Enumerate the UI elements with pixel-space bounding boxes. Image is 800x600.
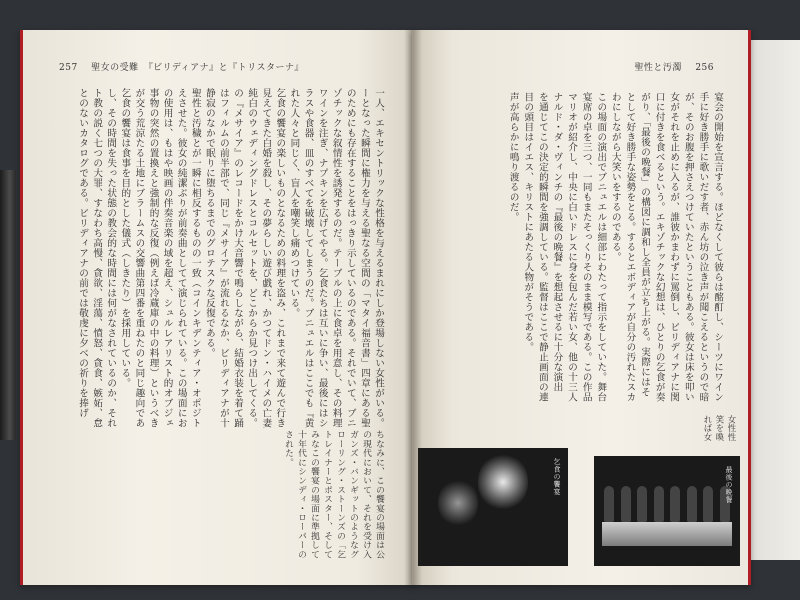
figure <box>637 486 647 522</box>
text-line: ナルド・ダ・ヴィンチの『最後の晩餐』を想起させるに十分な演出 <box>551 92 563 392</box>
supper-table <box>602 522 732 546</box>
photo-caption: 最後の晩餐 <box>725 466 733 504</box>
text-line: の現代において、それを受け入 <box>361 430 371 559</box>
text-line: トレイナーとポスター、そして <box>322 430 332 559</box>
text-line: の使用は、もはや映画の伴奏音楽の域を超え、シュルレアリスト的オブジェ <box>161 88 173 428</box>
figure <box>703 486 713 522</box>
text-line: された。 <box>283 430 293 467</box>
text-line: が交う荒涼たる土地にブラームスの交響曲第四番を重ねたのと同じ趣向であ <box>133 88 145 428</box>
text-line: 静寂のなかで眠りに堕ちるまでのグロテスクな反復である。 <box>203 88 215 358</box>
figure <box>621 486 631 522</box>
text-line: として好き勝手な姿勢をとる。するとエボディアが自分の汚れたスカ <box>624 92 636 402</box>
figure <box>654 486 664 522</box>
text-line: れた人々と同じく、盲人を嘲笑し痛めつけている。 <box>288 88 300 318</box>
text-line: ちなみに、この饗宴の場面は公 <box>374 430 384 559</box>
left-body-text <box>75 88 385 428</box>
text-line: 口に付きを食べるという。エキゾチックな幻想は、ひとりの乞食が奏 <box>653 92 665 402</box>
left-lower-text <box>103 430 385 560</box>
figure <box>687 486 697 522</box>
right-body-text <box>434 92 724 402</box>
text-line: 純白のウェディングドレスとコルセットを、どこからか見つけ出してくる。 <box>246 88 258 428</box>
text-line: 見えてきた白婚を殺し、その夢らしい遊び戯れ、かつてドン・ハイメの亡妻 <box>260 88 272 428</box>
text-line: 事物の突然の置換えと強制的な反復（例えば冷蔵庫の中の料理）というべき <box>147 88 159 428</box>
text-line: がり、「最後の晩餐」の構図に調和し全員が立ち上がる。実際にはそ <box>639 92 651 398</box>
text-line: 手に好き勝手に歌いだす者、赤ん坊の泣き声が聞こえるというので暗 <box>697 92 709 402</box>
text-line: 乞食の饗宴は食事を目的とした儀式（しきたり）を採用している。 <box>119 88 131 388</box>
text-line: この場面の演出でブニュエルは細部にわたって指示をしていた。舞台 <box>595 92 607 402</box>
text-line: 女性性 <box>727 415 737 442</box>
right-page-number: 256 <box>695 63 714 73</box>
text-line: 乞食の饗宴の楽しいものとなるための料理を盗み、これまで来て遊んで行き <box>274 88 286 428</box>
text-line: が、そのお腹を押さえつけていたということもある。彼女は床を叩い <box>682 92 694 402</box>
text-line: ガンズ・バンギットのようなグ <box>348 430 358 559</box>
text-line: はフィルムの前半部で、同じ『メサイア』が流れるなか、ビリディアナが十 <box>217 88 229 428</box>
film-still-beggars-banquet <box>418 448 568 566</box>
photo-caption: 乞食の饗宴 <box>553 458 561 496</box>
text-line: ト教の説く七つの大罪、すなわち高慢、貪欲、淫蕩、憤怒、貪食、嫉妬、怠 <box>91 88 103 428</box>
film-still-last-supper <box>594 456 740 566</box>
text-line: れば女 <box>703 415 713 442</box>
figures-row <box>604 486 730 526</box>
text-line: ゾチックな叙情性を誘発するのだ。テーブルの上に食卓を用意し、その料理 <box>330 88 342 428</box>
text-line: 聖性と汚穢とが一瞬に相反するものの一致（コインキデンティア・オポジト <box>189 88 201 428</box>
text-line: ーとなった瞬間に権力を与える聖なる空間の「マタイ福音書」四章にある聖 <box>358 88 370 428</box>
text-line: し、その時間を失った状態の教会的な時間には何がなされているのか、それ <box>105 88 117 428</box>
text-line: 宴席の卓を三つ、一同もまたそっくりそのまま模写である。この作品 <box>580 92 592 402</box>
text-line: ワインを注ぎ、ナプキンを広げてやる。乞食たちは互いに争い、最後にはシ <box>316 88 328 428</box>
left-page <box>20 30 415 585</box>
text-line: 声が高らかに鳴り渡るのだ。 <box>507 92 519 222</box>
text-line: のためにも存在することをはっきり示しているのである。それでいて、ブニ <box>344 88 356 428</box>
right-page <box>412 30 751 585</box>
text-line: 笑を喚 <box>715 415 725 442</box>
text-line: 目の頭目はイエス、キリストにあたる人物がそうである。 <box>522 92 534 352</box>
right-running-head <box>634 60 714 73</box>
text-line: みなこの饗宴の場面に準拠して <box>309 430 319 559</box>
text-line: えさせた。彼女の純潔ぶりが前奏曲としてて演じられている。この場面にお <box>175 88 187 428</box>
text-line: ラスや食器、皿のすべてを破壊してしまうのだ。ブニュエルはここでも『黄 <box>302 88 314 428</box>
text-line: わにしながら大笑いをするのである。 <box>609 92 621 262</box>
left-running-head <box>59 60 304 73</box>
text-line: 十年代にシンディ・ローパーの <box>296 430 306 559</box>
open-book <box>20 22 760 597</box>
text-line: とのないカタログである。ビリディアナの前では敬虔に夕べの祈りを捧げ <box>77 88 89 418</box>
figure-highlight <box>478 452 528 512</box>
text-line: 宴会の開始を宣言する。ほどなくして彼らは酩酊し、シーツにワイン <box>712 92 723 402</box>
figure <box>670 486 680 522</box>
right-lower-text <box>418 415 738 445</box>
text-line: ローリング・ストーンズの「乞 <box>335 430 345 559</box>
background-photo-edge <box>0 170 16 440</box>
figure-highlight <box>438 478 478 528</box>
text-line: 女がそれを止めに入るが、誰彼かまわずに罵倒し、ビリディアナに関 <box>668 92 680 402</box>
text-line: を通じてこの決定的瞬間を強調している。監督はここで静止画面の連 <box>536 92 548 402</box>
figure <box>604 486 614 522</box>
text-line: の『メサイア』のレコードをかけ大音響で鳴らしながら、結婚衣装を着て踊 <box>232 88 244 428</box>
text-line: 一人、エキセントリックな性格を与えるまれにしか登場しない女性がいる。 <box>373 88 384 428</box>
text-line: マリオが紹介し、中央に白いドレスに身を包んだ若い女、他の十三人 <box>566 92 578 402</box>
right-running-title: 聖性と汚濁 <box>634 63 682 73</box>
left-page-number: 257 <box>59 63 78 73</box>
book-gutter <box>404 30 422 585</box>
left-running-title: 聖女の受難 『ビリディアナ』と『トリスターナ』 <box>91 63 304 73</box>
